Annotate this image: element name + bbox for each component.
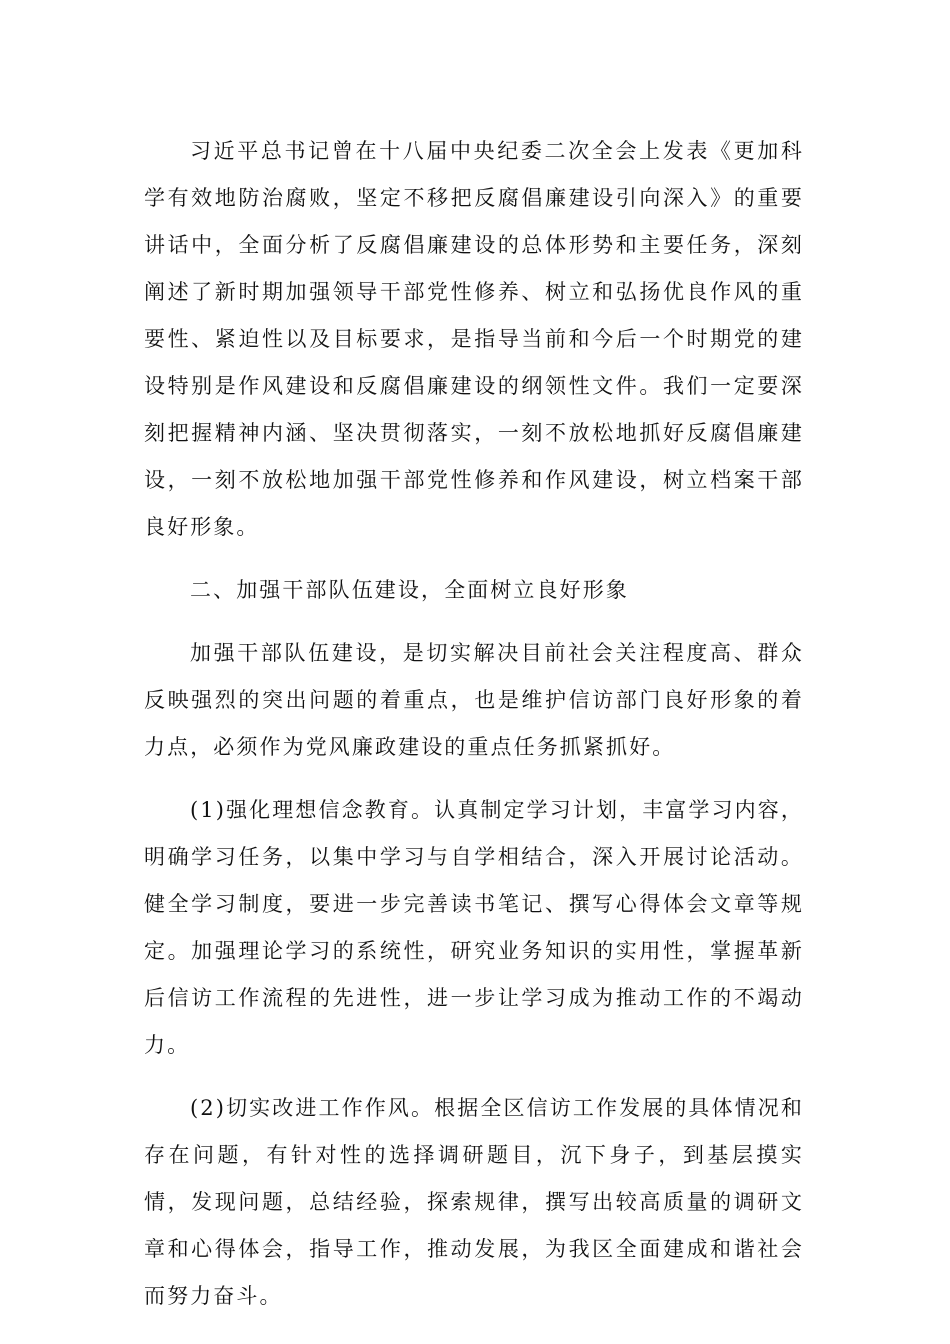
document-body (144, 128, 804, 1320)
paragraph-item-1: (1)强化理想信念教育。认真制定学习计划，丰富学习内容，明确学习任务，以集中学习与自学相结合，深入开展讨论活动。健全学习制度，要进一步完善读书笔记、撰写心得体会文章等规定。加强理论学习的系统性，研究业务知识的实用性，掌握革新后信访工作流程的先进性，进一步让学习成为推动工作的不竭动力。 (144, 798, 804, 1057)
paragraph-intro: 习近平总书记曾在十八届中央纪委二次全会上发表《更加科学有效地防治腐败，坚定不移把反腐倡廉建设引向深入》的重要讲话中，全面分析了反腐倡廉建设的总体形势和主要任务，深刻阐述了新时期加强领导干部党性修养、树立和弘扬优良作风的重要性、紧迫性以及目标要求，是指导当前和今后一个时期党的建设特别是作风建设和反腐倡廉建设的纲领性文件。我们一定要深刻把握精神内涵、坚决贯彻落实，一刻不放松地抓好反腐倡廉建设，一刻不放松地加强干部党性修养和作风建设，树立档案干部良好形象。 (144, 139, 804, 539)
paragraph-item-2: (2)切实改进工作作风。根据全区信访工作发展的具体情况和存在问题，有针对性的选择调研题目，沉下身子，到基层摸实情，发现问题，总结经验，探索规律，撰写出较高质量的调研文章和心得体会，指导工作，推动发展，为我区全面建成和谐社会而努力奋斗。 (144, 1096, 804, 1308)
paragraph-team-building: 加强干部队伍建设，是切实解决目前社会关注程度高、群众反映强烈的突出问题的着重点，也是维护信访部门良好形象的着力点，必须作为党风廉政建设的重点任务抓紧抓好。 (144, 641, 804, 759)
section-heading: 二、加强干部队伍建设，全面树立良好形象 (190, 578, 629, 602)
